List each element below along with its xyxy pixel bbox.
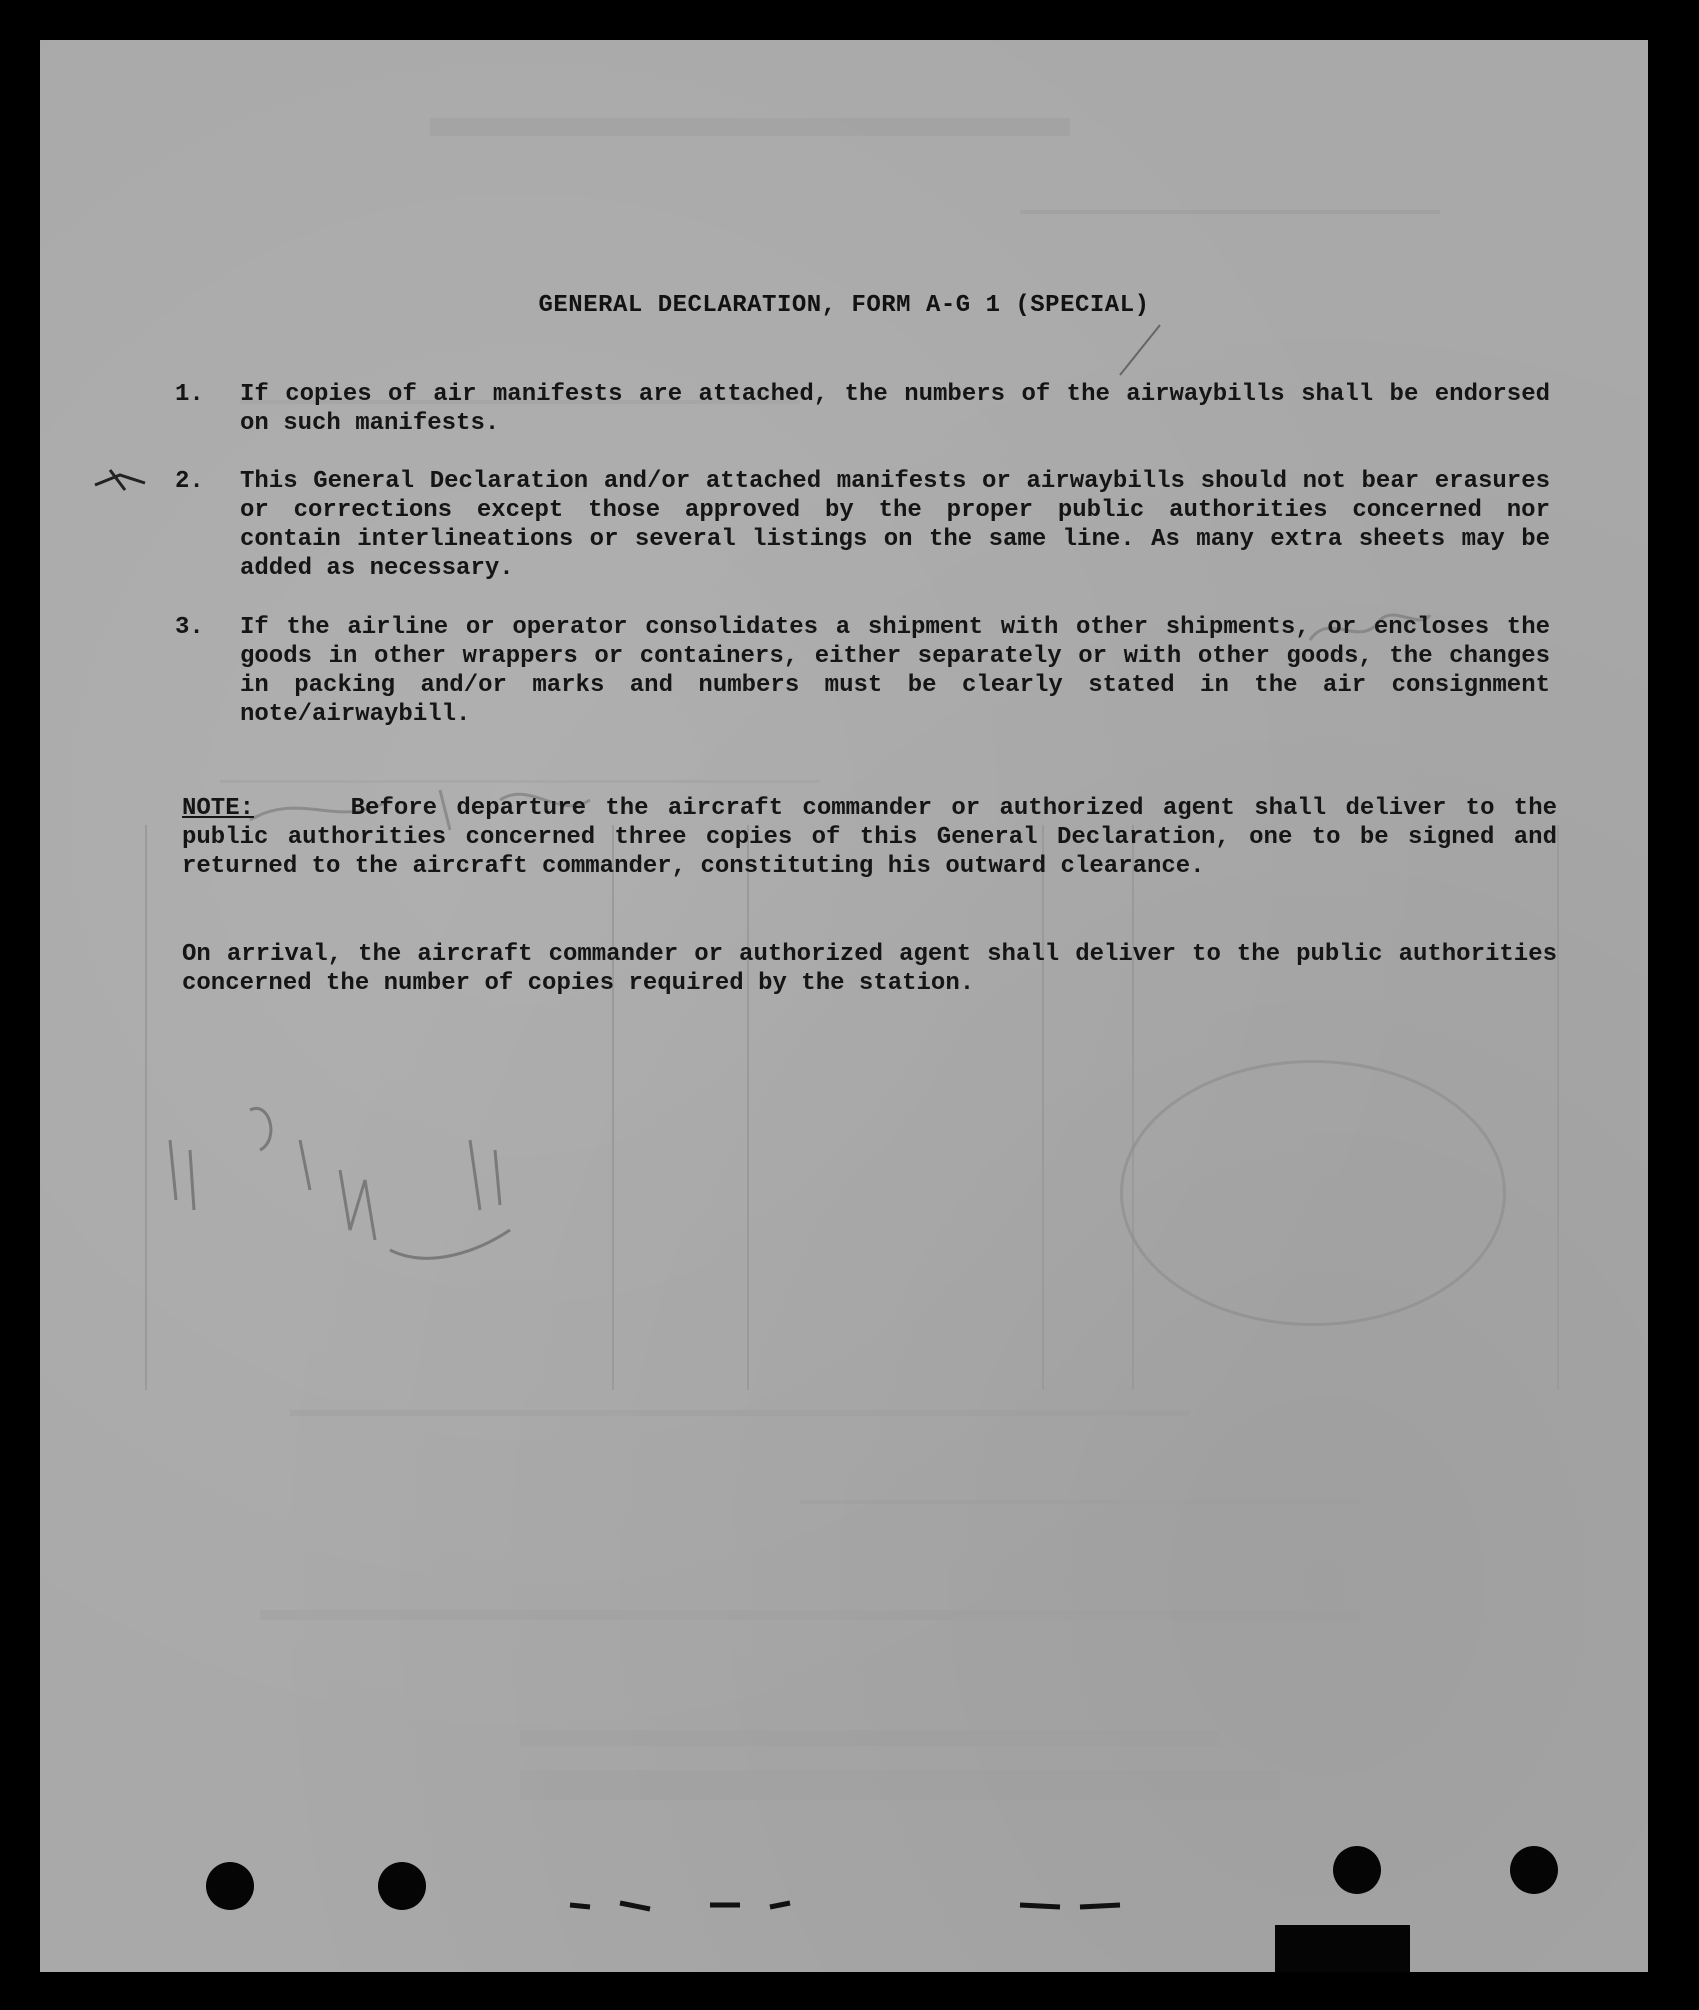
page-title: GENERAL DECLARATION, FORM A-G 1 (SPECIAL) [538, 292, 1150, 319]
arrival-paragraph: On arrival, the aircraft commander or authorized agent shall deliver to the public authorities concerned the number of copies required by the station. [182, 941, 1557, 997]
note-text: Before departure the aircraft commander or authorized agent shall deliver to the public authorities concerned three copies of this General Declaration, one to be signed and returned to the aircraft commander, constituting his outward clearance. [182, 795, 1558, 880]
punch-hole [378, 1862, 426, 1910]
list-item-number: 2. [175, 468, 204, 495]
punch-hole [1510, 1846, 1558, 1894]
table-divider [1042, 825, 1044, 1390]
handwritten-marks [150, 1080, 570, 1300]
table-divider [1132, 825, 1134, 1390]
list-item-text: This General Declaration and/or attached manifests or airwaybills should not bear erasures or corrections except those approved by the proper public authorities concerned nor contain interlineations or several listings on the same line. As many extra sheets may be added as necessary. [240, 468, 1550, 582]
bottom-ink-marks [560, 1885, 1160, 1925]
table-divider [612, 825, 614, 1390]
pencil-slash [1110, 320, 1170, 380]
document-page [40, 40, 1648, 1972]
faded-stamp [1120, 1060, 1506, 1326]
show-through-line [520, 1730, 1220, 1746]
show-through-line [260, 1610, 1360, 1620]
show-through-line [1020, 210, 1440, 214]
list-item-number: 1. [175, 381, 204, 408]
list-item-text: If the airline or operator consolidates a shipment with other shipments, or encloses the goods in other wrappers or containers, either separately or with other goods, the changes in packing and/or marks and numbers must be clearly stated in the air consignment note/airwaybill. [240, 614, 1550, 728]
ink-mark [90, 465, 150, 495]
table-divider [747, 825, 749, 1390]
punch-hole [206, 1862, 254, 1910]
punch-hole [1333, 1846, 1381, 1894]
show-through-line [520, 1770, 1280, 1800]
binding-tab [1275, 1925, 1410, 1972]
show-through-line [290, 1410, 1190, 1416]
show-through-line [800, 1500, 1360, 1504]
list-item-number: 3. [175, 614, 204, 641]
note-label: NOTE: [182, 795, 255, 822]
list-item-text: If copies of air manifests are attached, the numbers of the airwaybills shall be endorsed on such manifests. [240, 381, 1550, 437]
note-paragraph [182, 794, 1557, 881]
show-through-heading [430, 118, 1070, 136]
